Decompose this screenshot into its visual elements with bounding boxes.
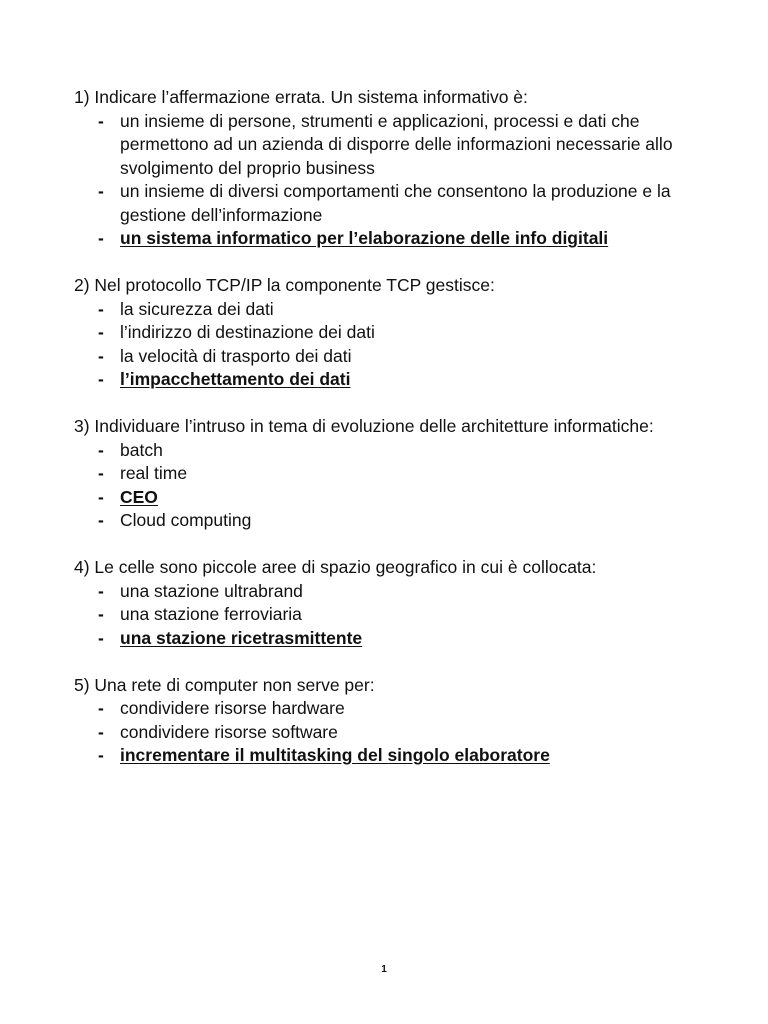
question-2-option-3 bbox=[74, 345, 714, 369]
question-5-options bbox=[74, 697, 714, 768]
question-4-option-2 bbox=[74, 603, 714, 627]
question-1 bbox=[74, 86, 714, 251]
question-3-text: 3) Individuare l’intruso in tema di evoluzione delle architetture informatiche: bbox=[74, 416, 654, 436]
option-text: una stazione ferroviaria bbox=[120, 604, 302, 624]
question-1-text: 1) Indicare l’affermazione errata. Un sistema informativo è: bbox=[74, 87, 528, 107]
question-1-options bbox=[74, 110, 714, 251]
question-3-option-1 bbox=[74, 439, 714, 463]
option-text: la velocità di trasporto dei dati bbox=[120, 345, 352, 366]
option-text: la sicurezza dei dati bbox=[120, 298, 274, 319]
question-5-option-1 bbox=[74, 697, 714, 721]
question-5-option-2 bbox=[74, 721, 714, 745]
question-2-option-2 bbox=[74, 321, 714, 345]
question-3-options bbox=[74, 439, 714, 533]
question-3-option-2 bbox=[74, 462, 714, 486]
option-text: real time bbox=[120, 463, 188, 483]
question-2-text: 2) Nel protocollo TCP/IP la componente TCP gestisce: bbox=[74, 275, 495, 295]
question-3-option-4 bbox=[74, 509, 714, 533]
option-dash: - bbox=[98, 345, 104, 366]
option-dash: - bbox=[98, 181, 104, 201]
option-dash: - bbox=[98, 322, 104, 342]
question-4-option-1 bbox=[74, 580, 714, 604]
option-dash: - bbox=[98, 439, 104, 460]
question-2-correct-answer bbox=[74, 368, 714, 392]
question-1-option-1 bbox=[74, 110, 714, 181]
option-dash: - bbox=[98, 228, 104, 248]
option-dash: - bbox=[98, 698, 104, 718]
question-2-options bbox=[74, 298, 714, 392]
option-text: condividere risorse hardware bbox=[120, 698, 345, 718]
question-4-options bbox=[74, 580, 714, 651]
option-dash: - bbox=[98, 745, 104, 765]
question-4-correct-answer bbox=[74, 627, 714, 651]
question-5 bbox=[74, 674, 714, 768]
option-text: Cloud computing bbox=[120, 510, 252, 530]
option-dash: - bbox=[98, 486, 104, 507]
option-text: un insieme di persone, strumenti e applicazioni, processi e dati che permettono ad un azienda di disporre delle informazioni necessarie allo svolgimento del proprio business bbox=[120, 110, 673, 178]
option-dash: - bbox=[98, 627, 104, 648]
option-dash: - bbox=[98, 580, 104, 601]
question-3-correct-answer bbox=[74, 486, 714, 510]
question-5-text: 5) Una rete di computer non serve per: bbox=[74, 674, 375, 695]
question-2-option-1 bbox=[74, 298, 714, 322]
question-2 bbox=[74, 274, 714, 392]
option-dash: - bbox=[98, 110, 104, 131]
question-3 bbox=[74, 415, 714, 533]
question-1-correct-answer bbox=[74, 227, 714, 251]
option-text: l’indirizzo di destinazione dei dati bbox=[120, 322, 375, 342]
quiz-document bbox=[74, 86, 714, 791]
page-number: 1 bbox=[381, 964, 387, 975]
question-4-text: 4) Le celle sono piccole aree di spazio geografico in cui è collocata: bbox=[74, 557, 597, 577]
option-text: CEO bbox=[120, 486, 158, 507]
option-text: una stazione ricetrasmittente bbox=[120, 627, 363, 648]
option-text: incrementare il multitasking del singolo elaboratore bbox=[120, 745, 550, 765]
option-dash: - bbox=[98, 463, 104, 483]
option-dash: - bbox=[98, 721, 104, 742]
question-4 bbox=[74, 556, 714, 650]
option-text: condividere risorse software bbox=[120, 721, 338, 742]
question-1-option-2 bbox=[74, 180, 714, 227]
option-text: batch bbox=[120, 439, 163, 460]
option-text: un insieme di diversi comportamenti che consentono la produzione e la gestione dell’informazione bbox=[120, 181, 671, 225]
option-dash: - bbox=[98, 510, 104, 530]
option-text: l’impacchettamento dei dati bbox=[120, 369, 351, 389]
question-5-correct-answer bbox=[74, 744, 714, 768]
option-text: un sistema informatico per l’elaborazione delle info digitali bbox=[120, 228, 609, 248]
option-dash: - bbox=[98, 604, 104, 624]
option-dash: - bbox=[98, 298, 104, 319]
option-dash: - bbox=[98, 369, 104, 389]
option-text: una stazione ultrabrand bbox=[120, 580, 303, 601]
